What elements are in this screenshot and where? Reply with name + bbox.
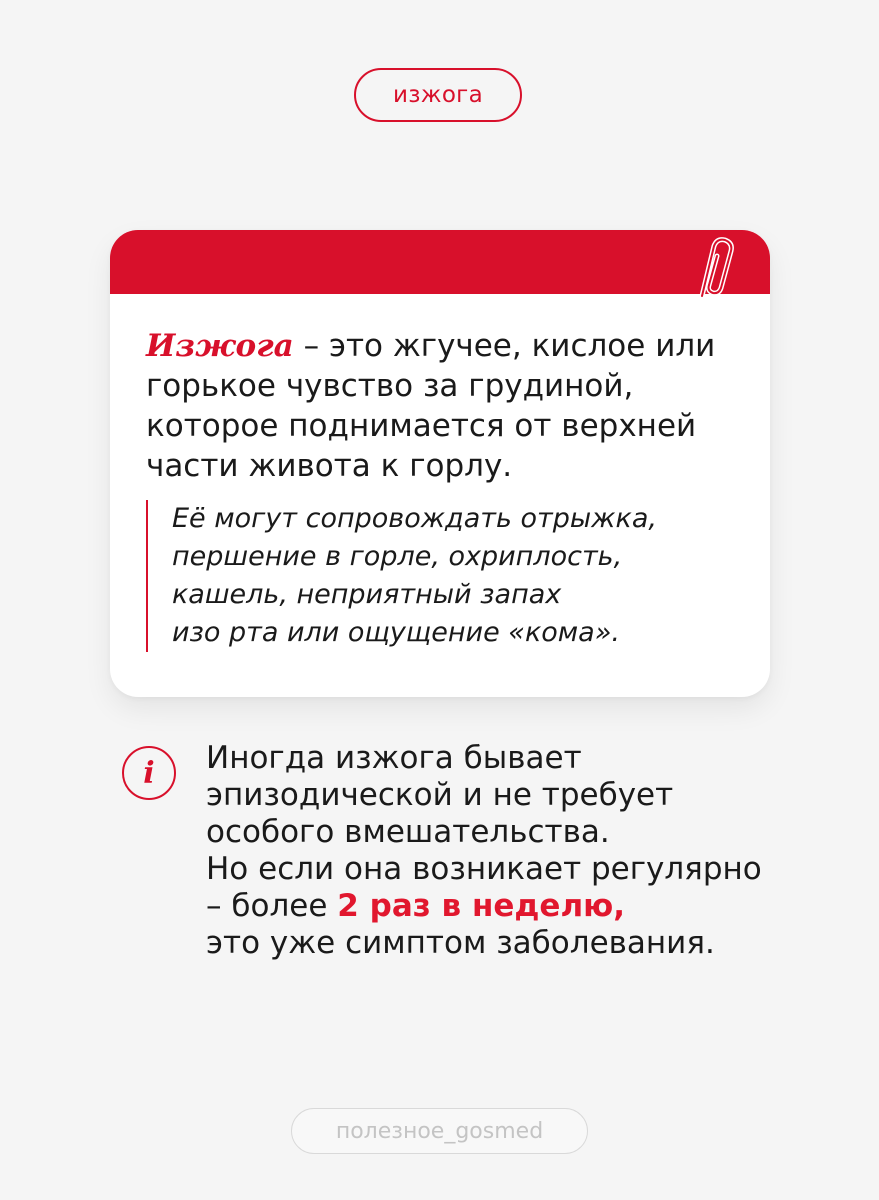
definition-rest: – это жгучее, кислое или горькое чувство за грудиной, которое поднимается от верхней части живота к горлу. bbox=[146, 328, 716, 484]
topic-label: изжога bbox=[393, 82, 483, 108]
info-line-prefix: – более bbox=[206, 888, 338, 924]
info-text bbox=[206, 740, 826, 962]
info-icon-glyph: i bbox=[143, 755, 155, 791]
quote-line: першение в горле, охриплость, bbox=[172, 541, 623, 572]
definition-text bbox=[146, 326, 746, 486]
paperclip-icon bbox=[684, 236, 738, 300]
frequency-highlight: 2 раз в неделю, bbox=[337, 888, 626, 924]
info-line: особого вмешательства. bbox=[206, 814, 610, 850]
quote-line: Её могут сопровождать отрыжка, bbox=[172, 503, 657, 534]
quote-line: кашель, неприятный запах bbox=[172, 579, 562, 610]
definition-term: Изжога bbox=[146, 328, 294, 364]
footer-label: полезное_gosmed bbox=[335, 1118, 544, 1144]
footer-tag bbox=[291, 1108, 588, 1154]
definition-card bbox=[110, 230, 770, 697]
quote-line: изо рта или ощущение «кома». bbox=[172, 617, 620, 648]
topic-badge bbox=[354, 68, 522, 122]
symptoms-quote bbox=[146, 500, 746, 652]
info-line: это уже симптом заболевания. bbox=[206, 925, 715, 961]
info-line bbox=[206, 888, 826, 925]
card-header bbox=[110, 230, 770, 294]
info-icon bbox=[122, 746, 176, 800]
info-line: Но если она возникает регулярно bbox=[206, 851, 762, 887]
info-line: эпизодической и не требует bbox=[206, 777, 674, 813]
definition-body bbox=[146, 326, 746, 486]
info-line: Иногда изжога бывает bbox=[206, 740, 582, 776]
